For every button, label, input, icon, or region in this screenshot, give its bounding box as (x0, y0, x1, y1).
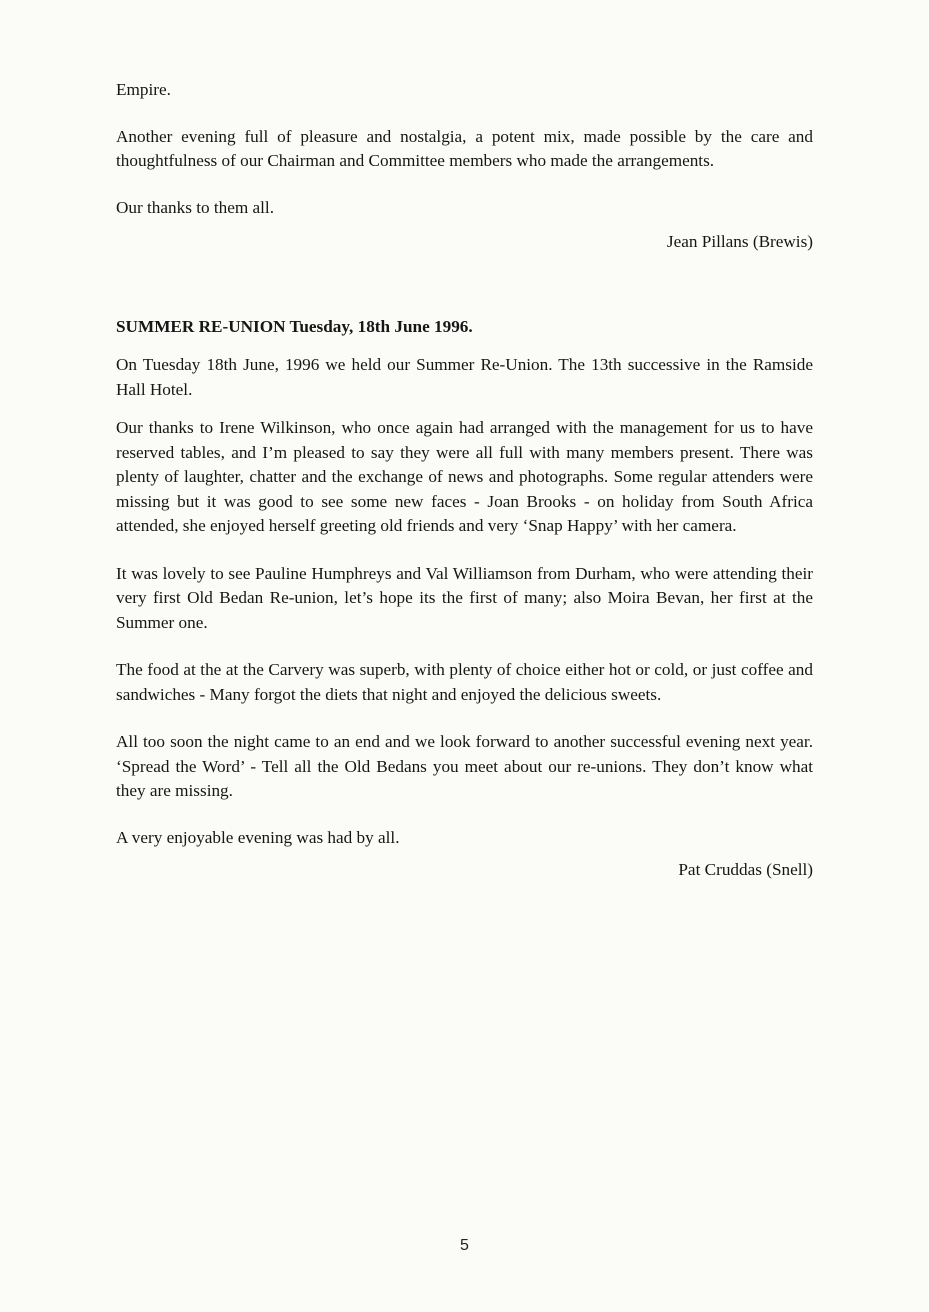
paragraph-reunion-date: On Tuesday 18th June, 1996 we held our Summer Re-Union. The 13th successive in the Ramside Hall Hotel. (116, 355, 813, 399)
paragraph-new-attendees: It was lovely to see Pauline Humphreys and Val Williamson from Durham, who were attending their very first Old Bedan Re-union, let’s hope its the first of many; also Moira Bevan, her first at the Summer one. (116, 563, 813, 632)
section-heading: SUMMER RE-UNION Tuesday, 18th June 1996. (116, 316, 473, 336)
page-number: 5 (460, 1237, 469, 1254)
document-body (116, 78, 813, 883)
paragraph-closing: All too soon the night came to an end and we look forward to another successful evening next year. ‘Spread the Word’ - Tell all the Old Bedans you meet about our re-unions. They don’t know what they are missing. (116, 732, 813, 800)
paragraph-thanks: Our thanks to them all. (116, 197, 275, 217)
paragraph-nostalgia: Another evening full of pleasure and nostalgia, a potent mix, made possible by the care and thoughtfulness of our Chairman and Committee members who made the arrangements. (116, 126, 813, 170)
paragraph-empire: Empire. (116, 80, 171, 99)
signature-jean-pillans: Jean Pillans (Brewis) (666, 232, 813, 251)
paragraph-food: The food at the at the Carvery was superb, with plenty of choice either hot or cold, or just coffee and sandwiches - Many forgot the diets that night and enjoyed the delicious sweets. (116, 660, 813, 704)
paragraph-irene-wilkinson: Our thanks to Irene Wilkinson, who once again had arranged with the management for us to have reserved tables, and I’m pleased to say they were all full with many members present. There was plenty of laughter, chatter and the exchange of news and photographs. Some regular attenders were missing but it was good to see some new faces - Joan Brooks - on holiday from South Africa attended, she enjoyed herself greeting old friends and very ‘Snap Happy’ with her camera. (116, 418, 813, 535)
paragraph-enjoyable: A very enjoyable evening was had by all. (116, 827, 400, 847)
signature-pat-cruddas: Pat Cruddas (Snell) (678, 860, 813, 879)
